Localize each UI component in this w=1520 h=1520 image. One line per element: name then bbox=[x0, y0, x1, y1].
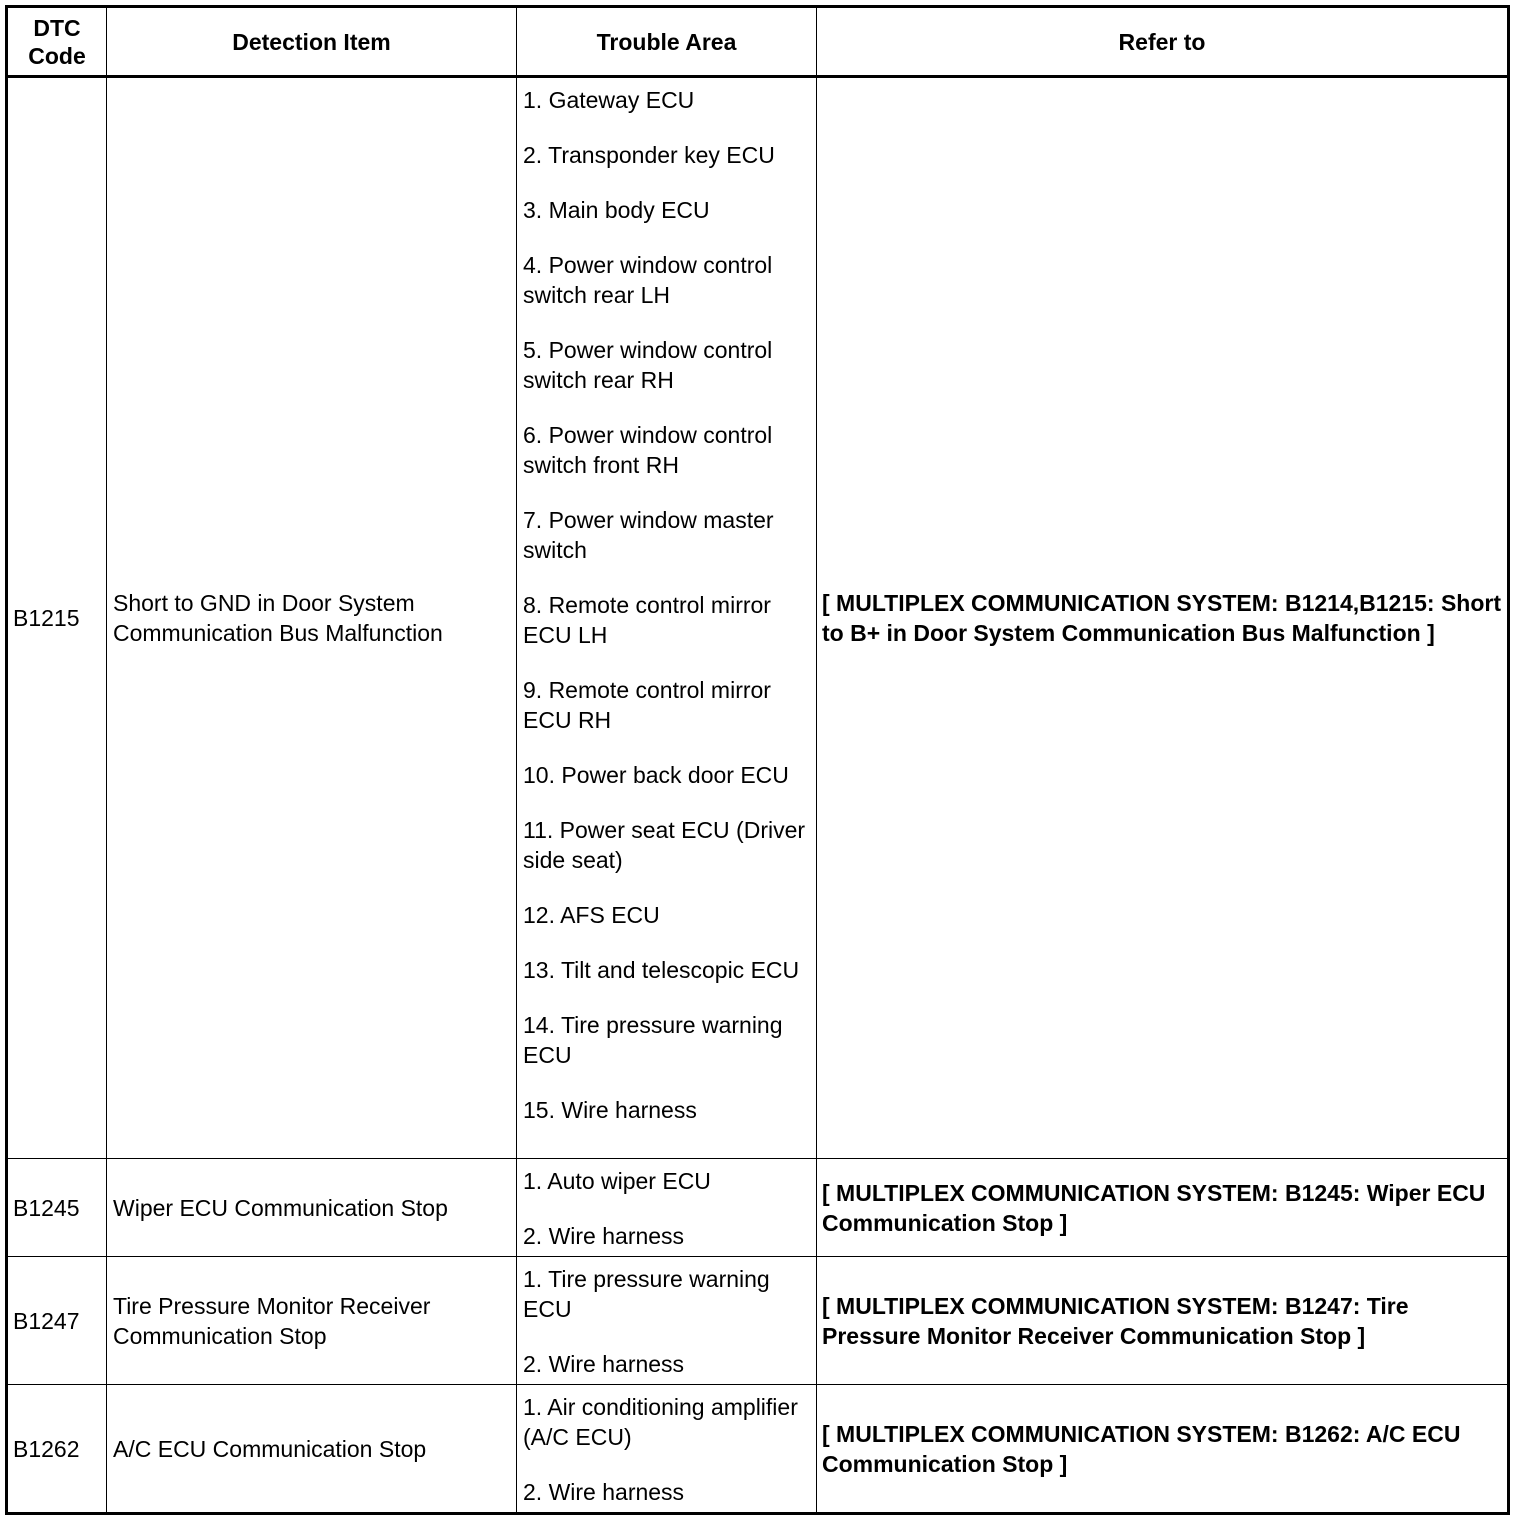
dtc-table bbox=[5, 5, 1510, 1515]
trouble-area-item: 2. Wire harness bbox=[523, 1479, 685, 1505]
header-refer-to: Refer to bbox=[817, 7, 1509, 77]
header-trouble-area: Trouble Area bbox=[517, 7, 817, 77]
dtc-code-cell: B1262 bbox=[7, 1385, 107, 1514]
refer-to-cell: [ MULTIPLEX COMMUNICATION SYSTEM: B1247: Tire Pressure Monitor Receiver Communication Stop ] bbox=[817, 1257, 1509, 1385]
trouble-area-item: 1. Auto wiper ECU bbox=[523, 1168, 711, 1194]
table-row bbox=[7, 77, 1509, 1159]
trouble-area-cell bbox=[517, 77, 817, 1159]
dtc-code-cell: B1215 bbox=[7, 77, 107, 1159]
trouble-area-item: 5. Power window control switch rear RH bbox=[523, 337, 773, 393]
trouble-area-cell bbox=[517, 1159, 817, 1257]
header-row bbox=[7, 7, 1509, 77]
trouble-area-item: 9. Remote control mirror ECU RH bbox=[523, 677, 771, 733]
trouble-area-item: 4. Power window control switch rear LH bbox=[523, 252, 773, 308]
trouble-area-item: 2. Transponder key ECU bbox=[523, 142, 775, 168]
trouble-area-cell bbox=[517, 1385, 817, 1514]
header-detection-item: Detection Item bbox=[107, 7, 517, 77]
refer-to-cell: [ MULTIPLEX COMMUNICATION SYSTEM: B1214,B1215: Short to B+ in Door System Communication Bus Malfunction ] bbox=[817, 77, 1509, 1159]
dtc-code-cell: B1247 bbox=[7, 1257, 107, 1385]
trouble-area-item: 10. Power back door ECU bbox=[523, 762, 789, 788]
trouble-area-item: 13. Tilt and telescopic ECU bbox=[523, 957, 800, 983]
table-row bbox=[7, 1159, 1509, 1257]
trouble-area-item: 7. Power window master switch bbox=[523, 507, 774, 563]
trouble-area-cell bbox=[517, 1257, 817, 1385]
refer-to-cell: [ MULTIPLEX COMMUNICATION SYSTEM: B1245: Wiper ECU Communication Stop ] bbox=[817, 1159, 1509, 1257]
trouble-area-item: 12. AFS ECU bbox=[523, 902, 660, 928]
detection-item-cell: A/C ECU Communication Stop bbox=[107, 1385, 517, 1514]
trouble-area-item: 8. Remote control mirror ECU LH bbox=[523, 592, 771, 648]
trouble-area-item: 11. Power seat ECU (Driver side seat) bbox=[523, 817, 806, 873]
detection-item-cell: Wiper ECU Communication Stop bbox=[107, 1159, 517, 1257]
table-row bbox=[7, 1257, 1509, 1385]
trouble-area-item: 14. Tire pressure warning ECU bbox=[523, 1012, 783, 1068]
trouble-area-item: 1. Tire pressure warning ECU bbox=[523, 1266, 770, 1322]
header-dtc-code: DTC Code bbox=[7, 7, 107, 77]
detection-item-cell: Short to GND in Door System Communication Bus Malfunction bbox=[107, 77, 517, 1159]
trouble-area-item: 6. Power window control switch front RH bbox=[523, 422, 773, 478]
detection-item-cell: Tire Pressure Monitor Receiver Communication Stop bbox=[107, 1257, 517, 1385]
trouble-area-item: 1. Air conditioning amplifier (A/C ECU) bbox=[523, 1394, 798, 1450]
trouble-area-item: 2. Wire harness bbox=[523, 1351, 685, 1377]
trouble-area-item: 2. Wire harness bbox=[523, 1223, 685, 1249]
trouble-area-item: 3. Main body ECU bbox=[523, 197, 710, 223]
dtc-code-cell: B1245 bbox=[7, 1159, 107, 1257]
trouble-area-item: 1. Gateway ECU bbox=[523, 87, 695, 113]
table-row bbox=[7, 1385, 1509, 1514]
trouble-area-item: 15. Wire harness bbox=[523, 1097, 697, 1123]
refer-to-cell: [ MULTIPLEX COMMUNICATION SYSTEM: B1262: A/C ECU Communication Stop ] bbox=[817, 1385, 1509, 1514]
